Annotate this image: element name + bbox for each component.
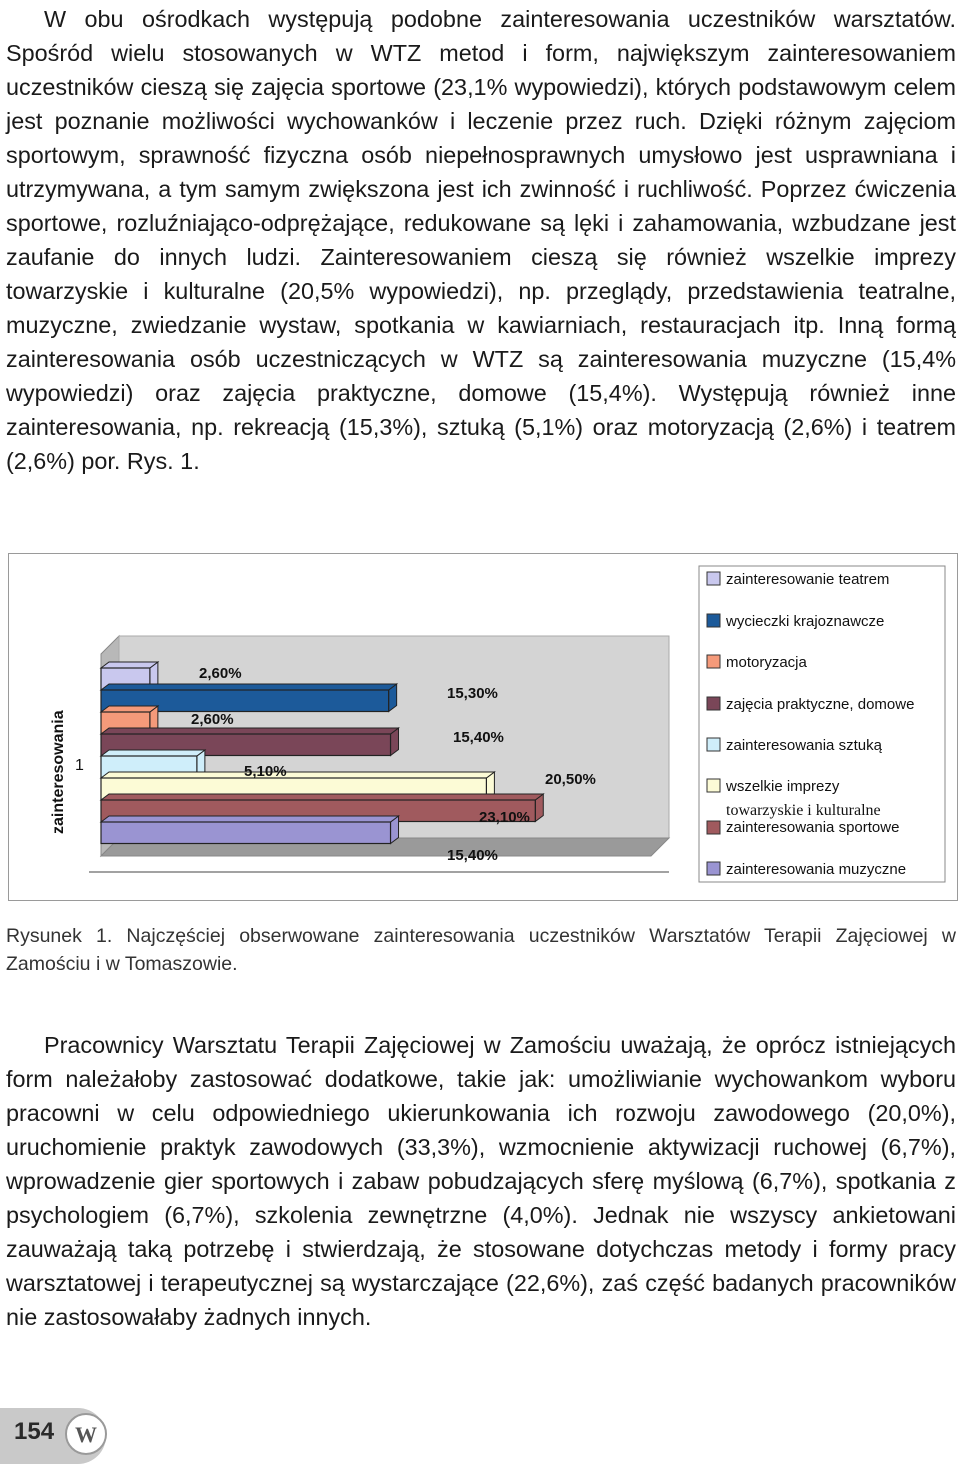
bar-top — [101, 816, 399, 822]
bar-value-label: 2,60% — [199, 665, 242, 682]
legend-label: zainteresowania sportowe — [726, 819, 900, 836]
legend-label: towarzyskie i kulturalne — [726, 802, 881, 819]
legend-swatch — [707, 572, 720, 585]
bar-value-label: 2,60% — [191, 711, 234, 728]
figure-chart — [8, 553, 958, 901]
page-number: 154 — [14, 1418, 55, 1445]
figure-caption: Rysunek 1. Najczęściej obserwowane zainteresowania uczestników Warsztatów Terapii Zajęciowej w Zamościu i w Tomaszowie. — [6, 925, 956, 975]
body-paragraph-1: W obu ośrodkach występują podobne zainteresowania uczestników warsztatów. Spośród wielu stosowanych w WTZ metod i form, największym zainteresowaniem uczestników cieszą się zajęcia sportowe (23,1% wypowiedzi), których podstawowym celem jest poznanie możliwości wychowanków i leczenie przez ruch. Dzięki różnym zajęciom sportowym, sprawność fizyczna osób niepełnosprawnych umysłowo jest usprawniana i utrzymywana, a tym samym zwiększona jest ich zwinność i ruchliwość. Poprzez ćwiczenia sportowe, rozluźniająco-odprężające, redukowane są lęki i zahamowania, wzbudzane jest zaufanie do innych ludzi. Zainteresowaniem cieszą się również wszelkie imprezy towarzyskie i kulturalne (20,5% wypowiedzi), np. przeglądy, przedstawienia teatralne, muzyczne, zwiedzanie wystaw, spotkania w kawiarniach, restauracjach itp. Inną formą zainteresowania osób uczestniczących w WTZ są zainteresowania muzyczne (15,4% wypowiedzi) oraz zajęcia praktyczne, domowe (15,4%). Występują również inne zainteresowania, np. rekreacją (15,3%), sztuką (5,1%) oraz motoryzacją (2,6%) i teatrem (2,6%) por. Rys. 1. — [6, 6, 956, 474]
bar-top — [101, 750, 205, 756]
legend-label: zainteresowania sztuką — [726, 737, 882, 754]
bar-value-label: 15,30% — [447, 685, 498, 702]
bar-front — [101, 822, 391, 844]
bar-value-label: 23,10% — [479, 809, 530, 826]
legend-label: zainteresowanie teatrem — [726, 571, 890, 588]
legend-label: zajęcia praktyczne, domowe — [726, 696, 915, 713]
bar-chart — [9, 554, 957, 900]
legend-swatch — [707, 779, 720, 792]
legend-swatch — [707, 697, 720, 710]
legend-label: zainteresowania muzyczne — [726, 861, 907, 878]
legend-swatch — [707, 862, 720, 875]
bar-top — [101, 706, 158, 712]
legend — [699, 566, 945, 882]
bar-top — [101, 728, 399, 734]
y-axis-label: zainteresowania — [50, 710, 67, 834]
bar-top — [101, 684, 397, 690]
legend-swatch — [707, 655, 720, 668]
legend-label: wycieczki krajoznawcze — [726, 613, 885, 630]
bar-8 — [101, 816, 399, 844]
bar-top — [101, 772, 494, 778]
category-label: 1 — [75, 757, 84, 774]
logo-letter: W — [75, 1422, 97, 1447]
legend-swatch — [707, 821, 720, 834]
bar-value-label: 5,10% — [244, 763, 287, 780]
legend-swatch — [707, 614, 720, 627]
legend-swatch — [707, 738, 720, 751]
legend-label: motoryzacja — [726, 654, 807, 671]
bar-value-label: 15,40% — [447, 847, 498, 864]
bar-value-label: 20,50% — [545, 771, 596, 788]
bar-top — [101, 662, 158, 668]
bar-value-label: 15,40% — [453, 729, 504, 746]
bar-top — [101, 794, 543, 800]
legend-label: wszelkie imprezy — [726, 778, 840, 795]
body-paragraph-2: Pracownicy Warsztatu Terapii Zajęciowej w Zamościu uważają, że oprócz istniejących form należałoby zastosować dodatkowe, takie jak: umożliwianie wychowankom wyboru pracowni w celu odpowiedniego ukierunkowania ich rozwoju zawodowego (20,0%), uruchomienie praktyk zawodowych (33,3%), wzmocnienie aktywizacji ruchowej (6,7%), wprowadzenie gier sportowych i zabaw pobudzających sferę myślową (6,7%), spotkania z psychologiem (6,7%), szkolenia zewnętrzne (4,0%). Jednak nie wszyscy ankietowani zauważają taką potrzebę i stwierdzają, że stosowane dotychczas metody i formy pracy warsztatowej i terapeutycznej są wystarczające (22,6%), zaś część badanych pracowników nie zastosowałaby żadnych innych. — [6, 1032, 956, 1330]
